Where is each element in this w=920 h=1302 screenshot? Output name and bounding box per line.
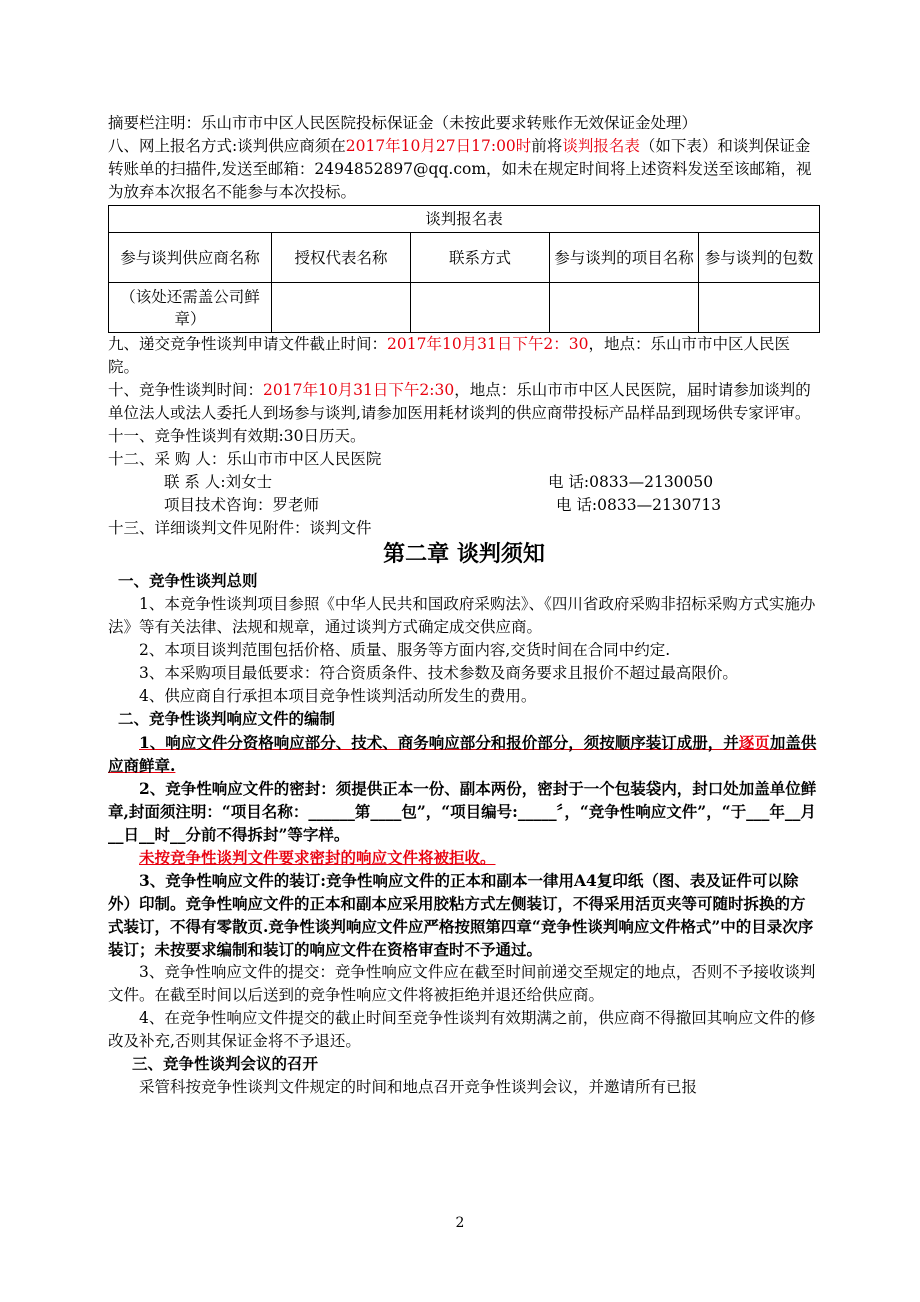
paragraph: 3、本采购项目最低要求：符合资质条件、技术参数及商务要求且报价不超过最高限价。 (139, 664, 738, 682)
paragraph: 2、本项目谈判范围包括价格、质量、服务等方面内容,交货时间在合同中约定. (139, 641, 671, 659)
paragraph: 4、在竞争性响应文件提交的截止时间至竞争性谈判有效期满之前，供应商不得撤回其响应文件的修改及补充,否则其保证金将不予退还。 (108, 1009, 816, 1050)
rejection-warning: 未按竞争性谈判文件要求密封的响应文件将被拒收。 (139, 848, 496, 867)
page-number: 2 (455, 1215, 465, 1231)
page-by-page-text: 逐页 (738, 733, 770, 752)
paragraph-sealing: 2、竞争性响应文件的密封：须提供正本一份、副本两份，密封于一个包装袋内，封口处加盖单位鲜章,封面须注明：“项目名称：______第____包”，“项目编号:_____〞，“竞争性响应文件”，“于___年__月__日__时__分前不得拆封”等字样。 (108, 779, 817, 844)
table-cell (550, 283, 699, 333)
bound-text-2: 加盖供应商鲜章. (108, 733, 817, 775)
paragraph: 4、供应商自行承担本项目竞争性谈判活动所发生的费用。 (139, 687, 537, 705)
registration-table (108, 205, 820, 333)
section-8-text: 八、网上报名方式:谈判供应商须在 (108, 137, 346, 155)
table-cell: （该处还需盖公司鲜章） (109, 283, 272, 333)
table-header: 参与谈判的项目名称 (550, 233, 699, 283)
contact-line-2 (108, 494, 820, 517)
contact-line-1 (108, 471, 820, 494)
section-9 (108, 333, 820, 379)
table-title: 谈判报名表 (109, 206, 820, 233)
bound-text: 1、响应文件分资格响应部分、技术、商务响应部分和报价部分，须按顺序装订成册，并 (139, 733, 739, 752)
table-cell (272, 283, 411, 333)
table-cell (411, 283, 550, 333)
summary-note: 摘要栏注明：乐山市市中区人民医院投标保证金（未按此要求转账作无效保证金处理） (108, 114, 698, 132)
part-1-heading: 一、竞争性谈判总则 (118, 572, 258, 590)
table-header: 参与谈判供应商名称 (109, 233, 272, 283)
tech-consult-phone: 电 话:0833—2130713 (556, 496, 722, 514)
part-2-heading: 二、竞争性谈判响应文件的编制 (118, 710, 336, 728)
paragraph: 1、本竞争性谈判项目参照《中华人民共和国政府采购法》、《四川省政府采购非招标采购方式实施办法》等有关法律、法规和规章，通过谈判方式确定成交供应商。 (108, 595, 816, 636)
registration-deadline: 2017年10月27日17:00时 (345, 137, 532, 155)
contact-person: 联 系 人:刘女士 (164, 473, 273, 491)
submission-deadline: 2017年10月31日下午2：30 (387, 335, 589, 353)
section-10-text-2: ，地点：乐山市市中区人民医院，届时请参加谈判的单位法人或法人委托人到场参与谈判,请参加医用耗材谈判的供应商带投标产品样品到现场供专家评审。 (108, 381, 811, 422)
section-10 (108, 379, 820, 425)
paragraph: 3、竞争性响应文件的提交：竞争性响应文件应在截至时间前递交至规定的地点，否则不予接收谈判文件。在截至时间以后送到的竞争性响应文件将被拒绝并退还给供应商。 (108, 963, 816, 1004)
paragraph-binding: 3、竞争性响应文件的装订:竞争性响应文件的正本和副本一律用A4复印纸（图、表及证件可以除外）印制。竞争性响应文件的正本和副本应采用胶粘方式左侧装订，不得采用活页夹等可随时拆换的方式装订，不得有零散页.竞争性谈判响应文件应严格按照第四章“竞争性谈判响应文件格式”中的目录次序装订；未按要求编制和装订的响应文件在资格审查时不予通过。 (108, 871, 814, 959)
section-8 (108, 135, 820, 204)
section-8-text-3: （如下表）和谈判保证金转账单的扫描件,发送至邮箱：2494852897@qq.com，如未在规定时间将上述资料发送至该邮箱，视为放弃本次报名不能参与本次投标。 (108, 137, 812, 201)
registration-form-ref: 谈判报名表 (562, 137, 640, 155)
contact-phone: 电 话:0833—2130050 (548, 473, 714, 491)
document-page (108, 112, 820, 1099)
paragraph-bound (108, 731, 820, 777)
chapter-title: 第二章 谈判须知 (383, 542, 545, 567)
paragraph: 采管科按竞争性谈判文件规定的时间和地点召开竞争性谈判会议，并邀请所有已报 (139, 1078, 698, 1096)
table-header: 授权代表名称 (272, 233, 411, 283)
section-9-text-2: ，地点：乐山市市中区人民医院。 (108, 335, 791, 376)
table-header: 联系方式 (411, 233, 550, 283)
section-9-text: 九、递交竞争性谈判申请文件截止时间： (108, 335, 388, 353)
section-12: 十二、采 购 人：乐山市市中区人民医院 (108, 450, 382, 468)
negotiation-time: 2017年10月31日下午2:30 (263, 381, 455, 399)
table-cell (699, 283, 820, 333)
section-8-text-2: 前将 (531, 137, 563, 155)
section-11: 十一、竞争性谈判有效期:30日历天。 (108, 427, 366, 445)
tech-consult-person: 项目技术咨询：罗老师 (164, 496, 320, 514)
table-header: 参与谈判的包数 (699, 233, 820, 283)
section-10-text: 十、竞争性谈判时间： (108, 381, 264, 399)
section-13: 十三、详细谈判文件见附件：谈判文件 (108, 519, 372, 537)
part-3-heading: 三、竞争性谈判会议的召开 (132, 1055, 319, 1073)
